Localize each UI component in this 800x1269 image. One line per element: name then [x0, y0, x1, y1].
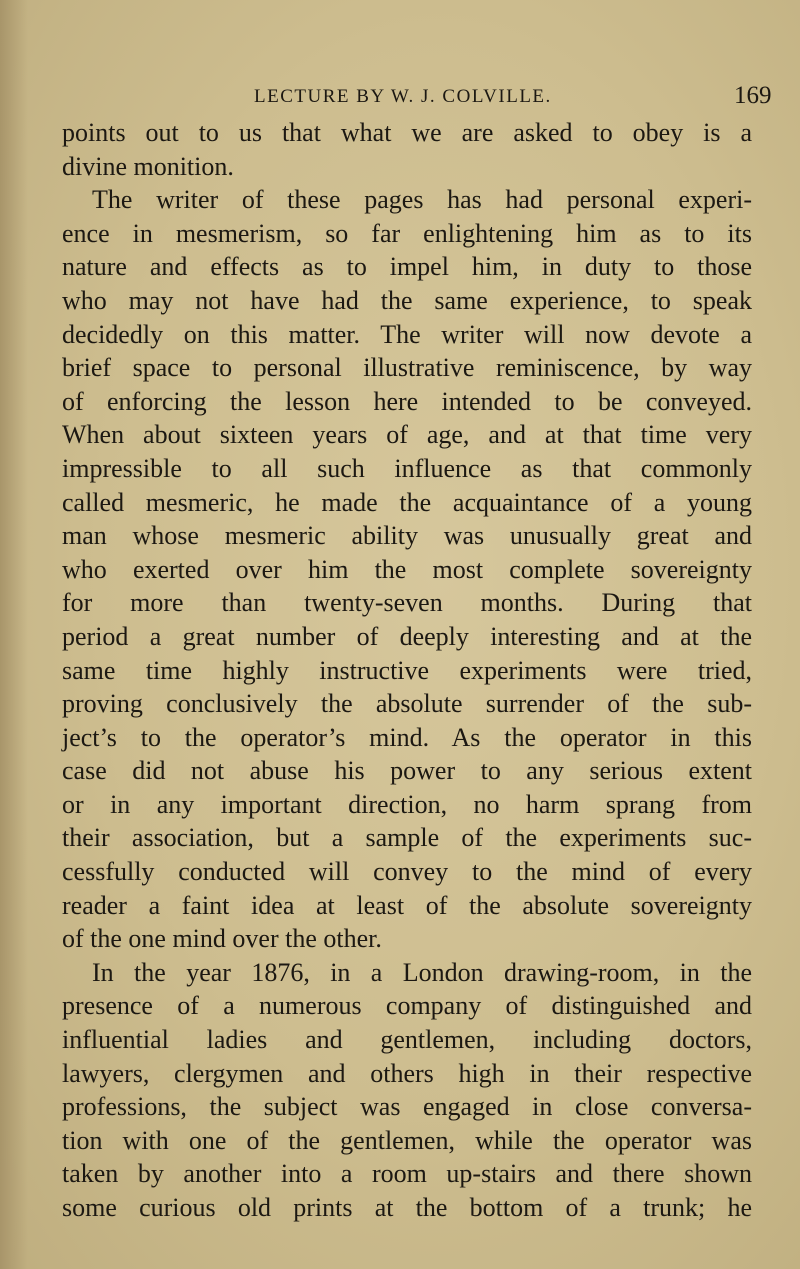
running-head: LECTURE BY W. J. COLVILLE. [254, 86, 552, 107]
text-line: In the year 1876, in a London drawing-room, in the [92, 957, 752, 987]
text-line: points out to us that what we are asked to obey is a [62, 118, 752, 147]
text-line: proving conclusively the absolute surrender of the sub- [62, 689, 752, 719]
text-line: lawyers, clergymen and others high in their respective [62, 1058, 752, 1088]
text-line: who may not have had the same experience, to speak [62, 285, 752, 315]
text-line: cessfully conducted will convey to the mind of every [62, 857, 752, 887]
text-line: who exerted over him the most complete sovereignty [62, 554, 752, 584]
text-line: same time highly instructive experiments were tried, [62, 655, 752, 685]
page-number: 169 [734, 82, 772, 109]
text-line: ence in mesmerism, so far enlightening him as to its [62, 218, 752, 248]
text-line: influential ladies and gentlemen, including doctors, [62, 1025, 752, 1055]
text-line: nature and effects as to impel him, in duty to those [62, 252, 752, 282]
body-text [62, 116, 752, 1225]
text-line: man whose mesmeric ability was unusually great and [62, 521, 752, 551]
text-line: reader a faint idea at least of the absolute sovereignty [62, 890, 752, 920]
text-line: decidedly on this matter. The writer will now devote a [62, 319, 752, 349]
text-line: impressible to all such influence as that commonly [62, 453, 752, 483]
text-line: When about sixteen years of age, and at that time very [62, 420, 752, 450]
text-line: their association, but a sample of the experiments suc- [62, 823, 752, 853]
text-line: The writer of these pages has had personal experi- [92, 185, 752, 215]
text-line: professions, the subject was engaged in close conversa- [62, 1092, 752, 1122]
text-line: brief space to personal illustrative reminiscence, by way [62, 353, 752, 383]
text-line: of enforcing the lesson here intended to be conveyed. [62, 386, 752, 416]
page-gutter-shadow [0, 0, 28, 1269]
text-line: called mesmeric, he made the acquaintance of a young [62, 487, 752, 517]
text-line: presence of a numerous company of distinguished and [62, 991, 752, 1021]
text-line: or in any important direction, no harm sprang from [62, 789, 752, 819]
text-line: period a great number of deeply interesting and at the [62, 621, 752, 651]
text-line: divine monition. [62, 151, 234, 181]
text-line: ject’s to the operator’s mind. As the operator in this [62, 722, 752, 752]
text-line: some curious old prints at the bottom of a trunk; he [62, 1193, 752, 1222]
text-line: for more than twenty-seven months. During that [62, 588, 752, 618]
text-line: case did not abuse his power to any serious extent [62, 756, 752, 786]
text-line: of the one mind over the other. [62, 924, 382, 954]
text-line: tion with one of the gentlemen, while the operator was [62, 1125, 752, 1155]
text-line: taken by another into a room up-stairs and there shown [62, 1159, 752, 1189]
page-header [0, 82, 800, 112]
